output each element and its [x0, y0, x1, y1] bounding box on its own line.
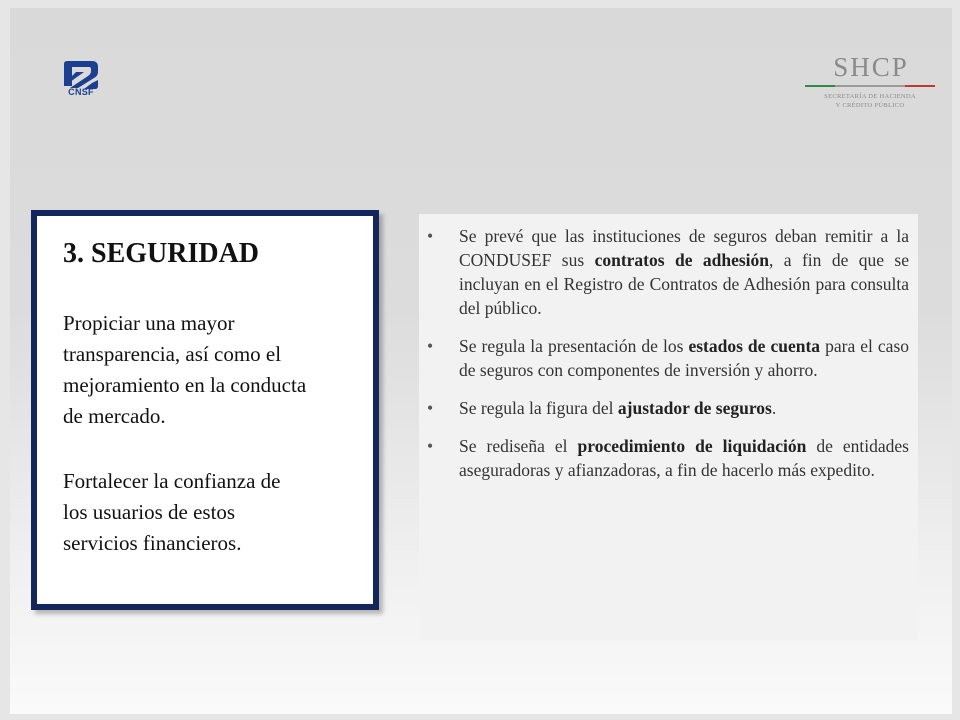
paragraph-line: Fortalecer la confianza de — [63, 469, 281, 493]
bullet-emphasis: procedimiento de liquidación — [577, 436, 807, 456]
cnsf-logo-text: CNSF — [68, 87, 94, 97]
bullet-dot-icon: • — [427, 436, 434, 456]
paragraph-line: los usuarios de estos — [63, 500, 236, 524]
bullet-text: , a fin de que se incluyan en el Registro de Contratos de Adhesión para consulta del público. — [459, 250, 909, 318]
bullet-item — [419, 334, 918, 382]
bullet-dot-icon: • — [427, 398, 434, 418]
paragraph-line: de mercado. — [63, 404, 166, 428]
bullet-dot-icon: • — [427, 336, 434, 356]
shcp-stripe-gray — [835, 85, 905, 87]
shcp-logo-subtitle — [806, 92, 934, 110]
shcp-logo-title: SHCP — [833, 52, 909, 82]
paragraph-transparency — [63, 308, 383, 432]
paragraph-line: transparencia, así como el — [63, 342, 282, 366]
bullet-text: de entidades aseguradoras y afianzadoras, a fin de hacerlo más expedito. — [459, 436, 909, 480]
bullet-emphasis: contratos de adhesión — [594, 250, 770, 270]
bullet-text: . — [771, 398, 777, 418]
bullet-text: para el caso de seguros con componentes de inversión y ahorro. — [459, 336, 910, 380]
paragraph-line: servicios financieros. — [63, 531, 242, 555]
paragraph-line: mejoramiento en la conducta — [63, 373, 307, 397]
paragraph-trust — [63, 466, 383, 559]
paragraph-line: Propiciar una mayor — [63, 311, 235, 335]
bullet-item — [419, 396, 918, 420]
bullet-text: Se regula la presentación de los — [459, 336, 689, 356]
shcp-stripe-red — [905, 85, 935, 87]
bullet-text: Se regula la figura del — [459, 398, 618, 418]
bullet-emphasis: ajustador de seguros — [617, 398, 772, 418]
bullet-item — [419, 224, 918, 320]
shcp-sub-line2: Y CRÉDITO PÚBLICO — [835, 102, 905, 109]
bullet-emphasis: estados de cuenta — [688, 336, 821, 356]
seguridad-box — [31, 210, 379, 610]
bullet-item — [419, 434, 918, 482]
bullet-text: Se rediseña el — [459, 436, 578, 456]
bullet-text: Se prevé que las instituciones de seguros deban remitir a la CONDUSEF sus — [459, 226, 909, 270]
bullet-list — [419, 224, 918, 496]
section-title: 3. SEGURIDAD — [63, 238, 260, 269]
shcp-sub-line1: SECRETARÍA DE HACIENDA — [824, 93, 916, 100]
bullet-panel — [419, 214, 918, 640]
shcp-stripe-green — [805, 85, 835, 87]
bullet-dot-icon: • — [427, 226, 434, 246]
